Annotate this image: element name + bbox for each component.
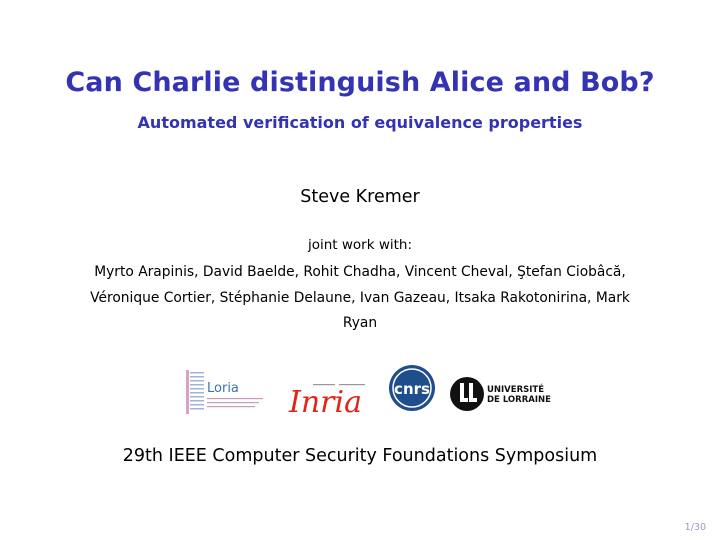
page-number: 1/30	[684, 522, 706, 533]
loria-wordmark: Loria	[207, 381, 239, 396]
slide-subtitle: Automated verification of equivalence properties	[137, 113, 583, 132]
cnrs-wordmark: cnrs	[394, 380, 430, 398]
lorraine-line1: UNIVERSITÉ	[487, 385, 544, 395]
slide-title: Can Charlie distinguish Alice and Bob?	[65, 67, 655, 98]
inria-wordmark: Inria	[289, 385, 362, 420]
event-name: 29th IEEE Computer Security Foundations Symposium	[122, 446, 598, 466]
logo-row	[0, 360, 720, 430]
loria-logo	[186, 370, 268, 416]
cnrs-logo	[388, 364, 436, 412]
author-name: Steve Kremer	[300, 187, 420, 207]
coauthor-list: Myrto Arapinis, David Baelde, Rohit Chadha, Vincent Cheval, Ştefan Ciobâcă, Véronique Cortier, Stéphanie Delaune, Ivan Gazeau, Itsaka Rakotonirina, Mark Ryan	[90, 264, 630, 331]
inria-logo	[287, 378, 377, 418]
joint-work-label: joint work with:	[307, 237, 413, 253]
lorraine-line2: DE LORRAINE	[487, 395, 551, 405]
universite-de-lorraine-logo	[450, 374, 551, 414]
